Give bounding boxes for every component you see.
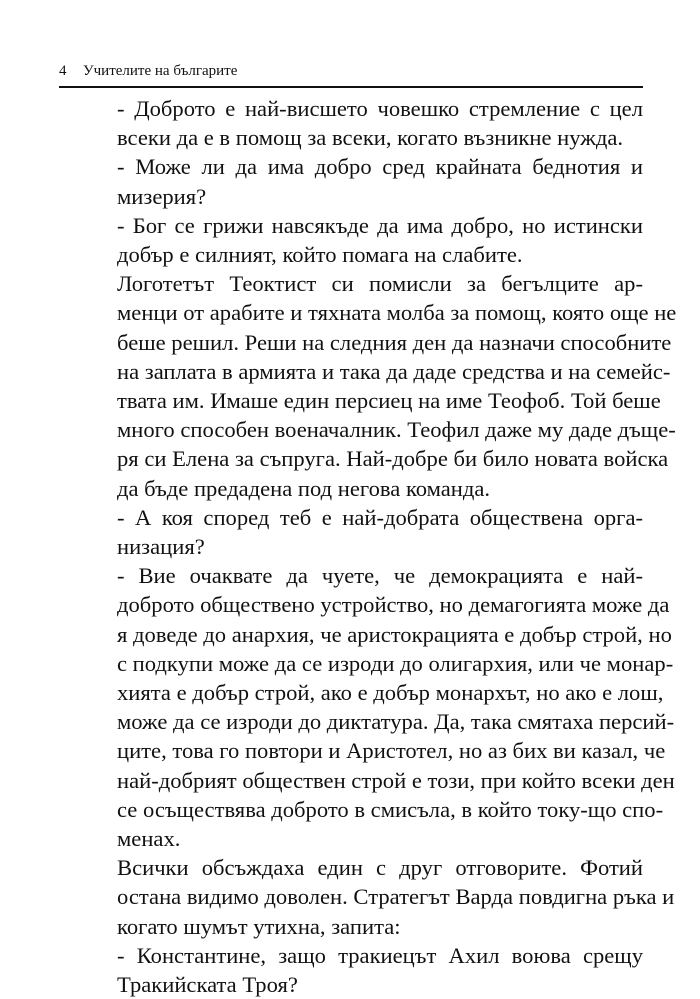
paragraph <box>59 561 675 853</box>
paragraph <box>59 211 643 269</box>
text-line: много способен военачалник. Теофил даже му даде дъще- <box>117 417 676 443</box>
text-line: менци от арабите и тяхната молба за помощ, която още не <box>117 300 677 326</box>
paragraph <box>59 503 643 561</box>
paragraph <box>59 853 675 941</box>
text-line: - Константине, защо тракиецът Ахил воюва срещу <box>117 942 643 968</box>
text-line: когато шумът утихна, запита: <box>117 913 401 939</box>
text-line: я доведе до анархия, че аристокрацията е добър строй, но <box>117 621 672 647</box>
text-line: остана видимо доволен. Стратегът Варда повдигна ръка и <box>117 884 675 910</box>
text-line: всеки да е в помощ за всеки, когато възникне нужда. <box>117 125 624 151</box>
text-line: - Бог се грижи навсякъде да има добро, но истински <box>117 212 643 238</box>
text-line: беше решил. Реши на следния ден да назначи способните <box>117 329 672 355</box>
text-line: мизерия? <box>117 183 207 209</box>
text-line: - Вие очаквате да чуете, че демокрацията е най- <box>117 563 643 589</box>
paragraph <box>59 152 643 210</box>
text-line: твата им. Имаше един персиец на име Теофоб. Той беше <box>117 388 661 414</box>
page-body <box>59 94 677 999</box>
text-line: Логотетът Теоктист си помисли за бегълците ар- <box>117 271 643 297</box>
text-line: - Доброто е най-висшето човешко стремление с цел <box>117 96 643 121</box>
text-line: може да се изроди до диктатура. Да, така смятаха персий- <box>117 709 675 735</box>
text-line: ците, това го повтори и Аристотел, но аз бих ви казал, че <box>117 738 666 764</box>
text-line: ря си Елена за съпруга. Най-добре би било новата войска <box>117 446 669 472</box>
text-line: - Може ли да има добро сред крайната беднотия и <box>117 154 643 180</box>
paragraph <box>59 269 677 503</box>
paragraph <box>59 941 643 999</box>
running-header <box>59 62 643 80</box>
running-title: Учителите на българите <box>83 63 238 79</box>
text-line: на заплата в армията и така да даде средства и на семейс- <box>117 358 671 384</box>
page-number: 4 <box>59 63 67 79</box>
text-line: се осъществява доброто в смисъла, в който току-що спо- <box>117 796 664 822</box>
text-line: с подкупи може да се изроди до олигархия, или че монар- <box>117 650 674 676</box>
text-line: менах. <box>117 826 181 852</box>
paragraph <box>59 94 643 152</box>
header-rule <box>59 86 643 88</box>
text-line: Тракийската Троя? <box>117 972 298 998</box>
text-line: хията е добър строй, ако е добър монархът, но ако е лош, <box>117 680 664 706</box>
text-line: да бъде предадена под негова команда. <box>117 475 491 501</box>
text-line: - А коя според теб е най-добрата обществена орга- <box>117 504 643 530</box>
text-line: низация? <box>117 534 205 560</box>
text-line: добър е силният, който помага на слабите. <box>117 242 523 268</box>
text-line: най-добрият обществен строй е този, при който всеки ден <box>117 767 675 793</box>
text-line: доброто обществено устройство, но демагогията може да <box>117 592 670 618</box>
text-line: Всички обсъждаха един с друг отговорите. Фотий <box>117 855 643 881</box>
